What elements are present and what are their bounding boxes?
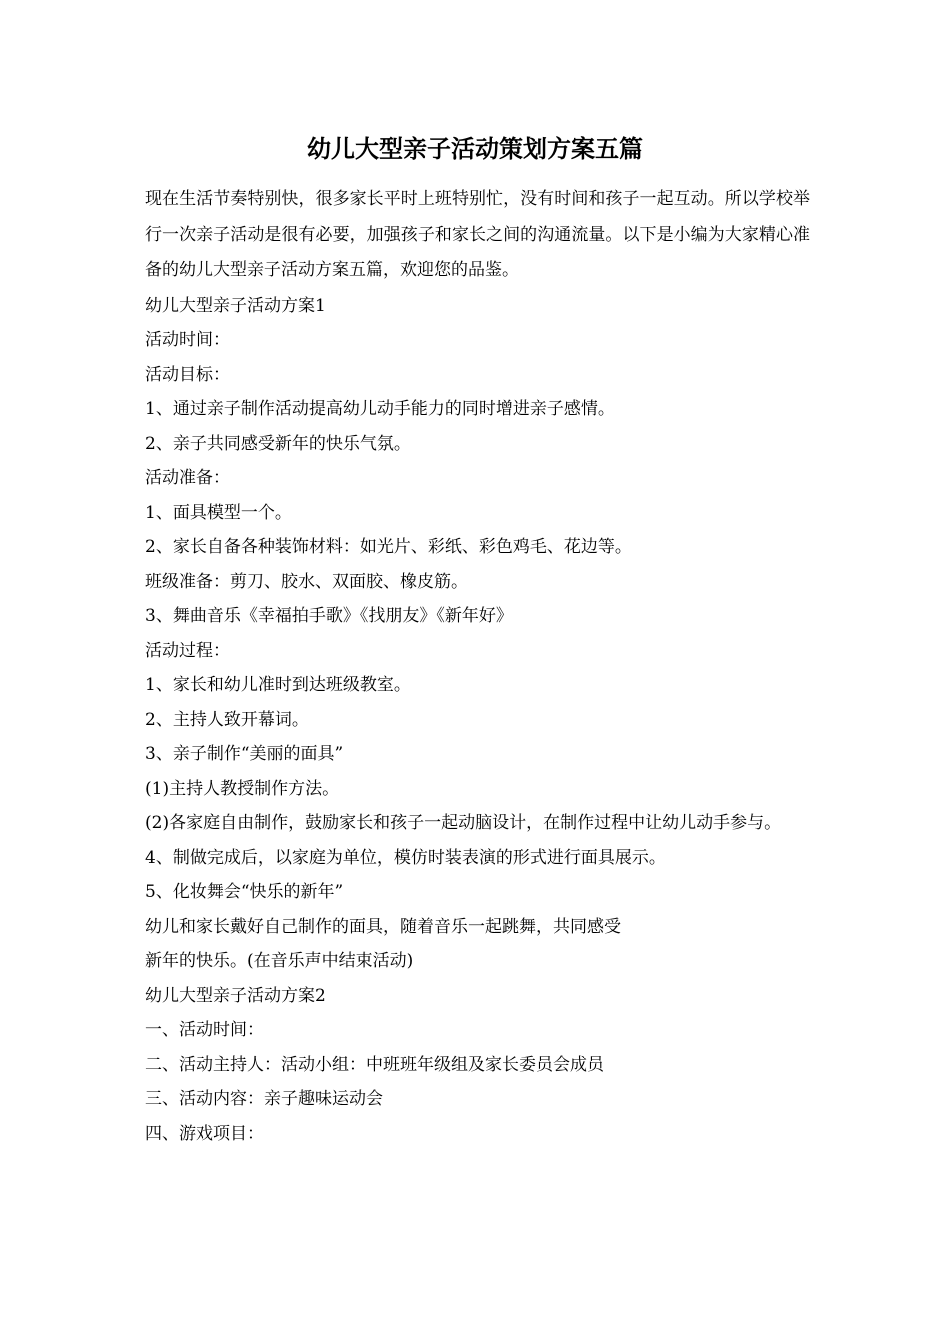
paragraph: 1、家长和幼儿准时到达班级教室。 xyxy=(145,675,411,695)
paragraph: 1、通过亲子制作活动提高幼儿动手能力的同时增进亲子感情。 xyxy=(145,399,615,419)
document-title: 幼儿大型亲子活动策划方案五篇 xyxy=(307,134,643,163)
paragraph: 1、面具模型一个。 xyxy=(145,502,292,523)
paragraph: 二、活动主持人：活动小组：中班班年级组及家长委员会成员 xyxy=(145,1054,604,1075)
paragraph: 三、活动内容：亲子趣味运动会 xyxy=(145,1089,383,1109)
section-heading-plan-2: 幼儿大型亲子活动方案2 xyxy=(145,985,326,1006)
section-heading-plan-1: 幼儿大型亲子活动方案1 xyxy=(145,295,326,316)
paragraph: 4、制做完成后，以家庭为单位，模仿时装表演的形式进行面具展示。 xyxy=(145,847,666,868)
paragraph: 5、化妆舞会“快乐的新年” xyxy=(145,882,344,902)
paragraph: 新年的快乐。(在音乐声中结束活动) xyxy=(145,951,414,971)
paragraph: 3、亲子制作“美丽的面具” xyxy=(145,744,344,764)
paragraph: (2)各家庭自由制作，鼓励家长和孩子一起动脑设计，在制作过程中让幼儿动手参与。 xyxy=(145,813,782,833)
paragraph: 活动准备： xyxy=(145,468,230,488)
paragraph: 班级准备：剪刀、胶水、双面胶、橡皮筋。 xyxy=(145,571,468,592)
paragraph: 活动过程： xyxy=(145,640,230,661)
paragraph: 2、亲子共同感受新年的快乐气氛。 xyxy=(145,433,411,454)
paragraph: 幼儿和家长戴好自己制作的面具，随着音乐一起跳舞，共同感受 xyxy=(145,916,621,937)
paragraph: 2、主持人致开幕词。 xyxy=(145,709,309,730)
intro-paragraph: 现在生活节奏特别快，很多家长平时上班特别忙，没有时间和孩子一起互动。所以学校举行一次亲子活动是很有必要，加强孩子和家长之间的沟通流量。以下是小编为大家精心准备的幼儿大型亲子活动方案五篇，欢迎您的品鉴。 xyxy=(145,189,810,280)
paragraph: (1)主持人教授制作方法。 xyxy=(145,778,340,799)
paragraph: 四、游戏项目： xyxy=(145,1123,264,1144)
paragraph: 2、家长自备各种装饰材料：如光片、彩纸、彩色鸡毛、花边等。 xyxy=(145,537,632,557)
paragraph: 活动时间： xyxy=(145,330,230,350)
paragraph: 3、舞曲音乐《幸福拍手歌》《找朋友》《新年好》 xyxy=(145,606,513,626)
paragraph: 活动目标： xyxy=(145,364,230,385)
paragraph: 一、活动时间： xyxy=(145,1020,264,1040)
document-body xyxy=(145,182,810,1151)
